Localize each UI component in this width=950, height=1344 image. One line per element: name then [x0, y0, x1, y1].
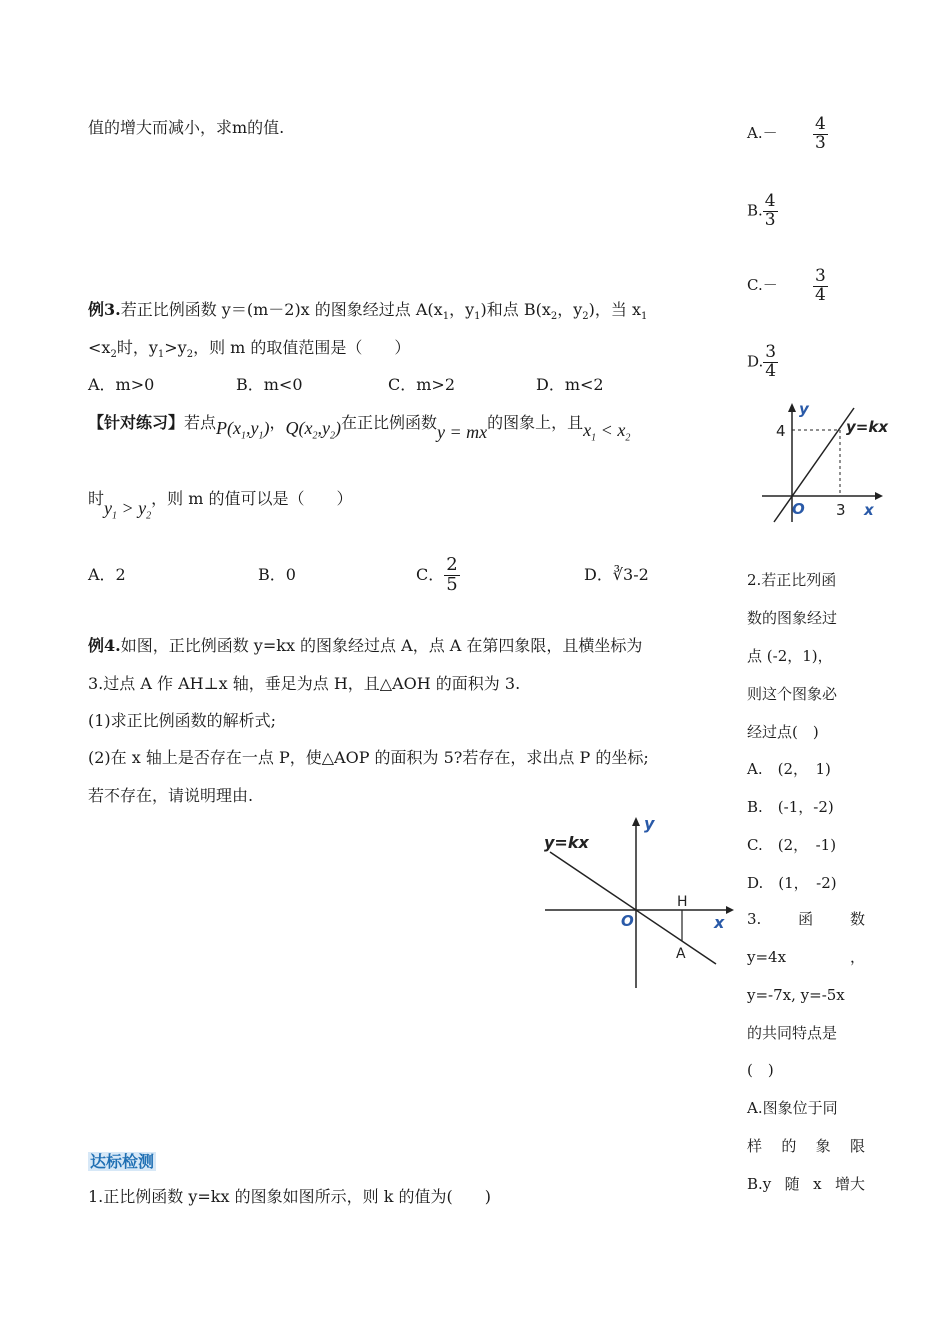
question-3-line-1: 3. 函 数	[747, 910, 865, 928]
cube-root-expression: ∛3-2	[612, 565, 649, 584]
example-4-part-1: (1)求正比例函数的解析式;	[88, 711, 277, 730]
x-axis-label: x	[714, 913, 725, 932]
question-3-line-3: y=-7x, y=-5x	[747, 986, 845, 1004]
function-line	[550, 852, 716, 964]
condition-x: $x_1 < x_2$	[583, 420, 631, 444]
y-axis-arrow	[788, 403, 796, 412]
practice-line-2: 时$y_1 > y_2$，则 m 的值可以是（ ）	[88, 489, 353, 522]
point-q: $Q(x_2,y_2)$	[285, 418, 342, 442]
example-3-option-d: D．m<2	[536, 375, 604, 394]
example-4-part-2: (2)在 x 轴上是否存在一点 P，使△AOP 的面积为 5?若存在，求出点 P 的坐标;	[88, 748, 649, 767]
x-axis-arrow	[726, 906, 734, 914]
question-2-option-b: B. (-1，-2)	[747, 798, 834, 816]
side-option-c: C.－ $\frac{3}{4}$	[747, 266, 826, 305]
side-option-a: A.－ $\frac{4}{3}$	[747, 114, 826, 153]
text-line: 值的增大而减小，求m的值.	[88, 118, 285, 137]
practice-label: 【针对练习】	[88, 413, 185, 432]
example-3-line-1: 例3.若正比例函数 y＝(m－2)x 的图象经过点 $A(x_1$，$y_1$)和点 $B(x_2$，$y_2$)，当 $x_1$	[88, 300, 648, 323]
question-2-option-c: C. (2， -1)	[747, 836, 837, 854]
example-3-label: 例3.	[88, 300, 121, 319]
point-h-label: H	[677, 894, 688, 910]
question-3-line-5: ( )	[747, 1061, 774, 1079]
question-2-line-3: 点 (-2，1)，	[747, 647, 833, 665]
condition-y: $y_1 > y_2$	[104, 498, 152, 522]
question-2-line-2: 数的图象经过	[747, 609, 838, 627]
section-title: 达标检测	[90, 1152, 155, 1171]
origin-label: O	[792, 500, 805, 518]
practice-option-d: D．∛3-2	[584, 565, 649, 584]
question-1-graph	[752, 398, 900, 528]
y-axis-label: y	[799, 400, 809, 418]
example-3-line-2: $<x_2$时，$y_1>y_2$，则 m 的取值范围是（ ）	[88, 338, 411, 361]
practice-line-1: 【针对练习】若点$P(x_1,y_1)$，$Q(x_2,y_2)$在正比例函数y = mx的图象上，且$x_1 < x_2$	[88, 413, 631, 444]
y-axis-label: y	[644, 814, 655, 833]
question-2-option-a: A. (2， 1)	[747, 760, 831, 778]
example-4-label: 例4.	[88, 636, 121, 655]
origin-label: O	[621, 912, 634, 930]
example-4-graph	[540, 812, 740, 992]
practice-option-b: B．0	[258, 565, 296, 584]
function-label: y=kx	[846, 418, 888, 436]
example-4-line-5: 若不存在，请说明理由.	[88, 786, 254, 805]
question-3-option-a-cont: 样 的 象 限	[747, 1137, 865, 1155]
y-value-label: 4	[776, 422, 786, 440]
function-expression: y = mx	[437, 422, 488, 442]
question-2-line-5: 经过点( )	[747, 723, 819, 741]
example-3-option-b: B．m<0	[236, 375, 303, 394]
question-1: 1.正比例函数 y=kx 的图象如图所示，则 k 的值为( )	[88, 1187, 491, 1206]
x-value-label: 3	[836, 501, 846, 519]
question-3-line-2: y=4x ，	[747, 948, 865, 966]
example-4-line-1: 例4.如图，正比例函数 y=kx 的图象经过点 A，点 A 在第四象限，且横坐标为	[88, 636, 643, 655]
y-axis-arrow	[632, 817, 640, 826]
practice-option-a: A．2	[88, 565, 126, 584]
practice-option-c: C． $\frac{2}{5}$	[416, 554, 458, 595]
side-option-d: D. $\frac{3}{4}$	[747, 342, 777, 381]
x-axis-arrow	[875, 492, 883, 500]
x-axis-label: x	[864, 501, 874, 519]
example-4-line-2: 3.过点 A 作 AH⊥x 轴，垂足为点 H，且△AOH 的面积为 3.	[88, 674, 521, 693]
point-p: $P(x_1,y_1)$	[216, 418, 270, 442]
question-2-option-d: D. (1， -2)	[747, 874, 837, 892]
example-3-option-a: A．m>0	[88, 375, 155, 394]
question-2-line-4: 则这个图象必	[747, 685, 838, 703]
example-3-option-c: C．m>2	[388, 375, 456, 394]
side-option-b: B. $\frac{4}{3}$	[747, 191, 776, 230]
question-3-option-a: A.图象位于同	[747, 1099, 838, 1117]
point-a-label: A	[676, 946, 686, 962]
question-3-option-b: B.y 随 x 增大	[747, 1175, 865, 1193]
question-3-line-4: 的共同特点是	[747, 1024, 838, 1042]
function-label: y=kx	[544, 833, 589, 852]
question-2-line-1: 2.若正比列函	[747, 571, 837, 589]
